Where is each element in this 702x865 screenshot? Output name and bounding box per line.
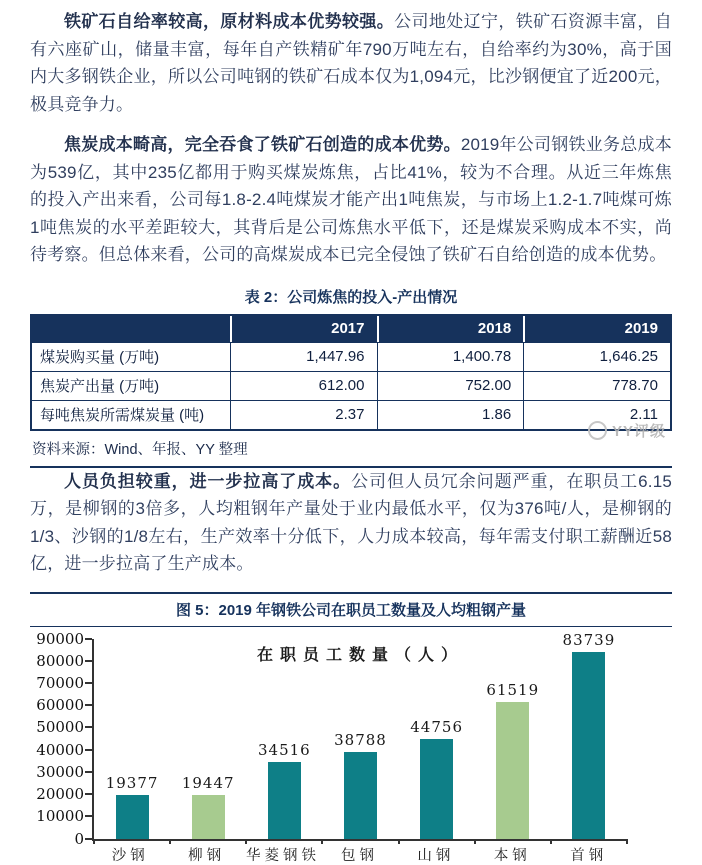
table-header-year-2018: 2018 [377,316,524,342]
cell-coke-output-2018: 752.00 [377,371,524,400]
chart-bar [496,702,529,839]
table-header-row [32,316,670,342]
paragraph-staff-burden-lead: 人员负担较重，进一步拉高了成本。 [64,471,352,491]
y-tick-mark [85,838,92,840]
paragraph-coke-cost-lead: 焦炭成本畸高，完全吞食了铁矿石创造的成本优势。 [64,135,461,154]
chart-bar-slot [322,731,398,838]
y-tick-label: 90000 [36,629,84,648]
bar-value-label: 61519 [486,680,540,699]
paragraph-coke-cost-text: 2019年公司钢铁业务总成本为539亿，其中235亿都用于购买煤炭炼焦，占比41%，较为不合理。从近三年炼焦的投入产出来看，公司每1.8-2.4吨煤炭才能产出1吨焦炭，与市场上1.2-1.7吨煤可炼1吨焦炭的水平差距较大，其背后是公司炼焦水平低下，还是煤炭采购成本不实，尚待考察。但总体来看，公司的高煤炭成本已完全侵蚀了铁矿石自给创造的成本优势。 [30,135,672,264]
chart-bar [420,739,453,838]
y-tick-mark [85,771,92,773]
y-tick-label: 20000 [36,785,84,804]
chart-bar-slot [246,741,322,839]
table-row [32,342,670,371]
y-tick-label: 70000 [36,673,84,692]
chart-bar-slot [170,774,246,838]
bar-value-label: 34516 [257,740,311,759]
chart-x-axis-labels [92,844,627,865]
table-header-year-2019: 2019 [523,316,670,342]
figure5-title: 图 5：2019 年钢铁公司在职员工数量及人均粗钢产量 [175,601,527,619]
y-tick-mark [85,660,92,662]
chart-bar [572,652,605,838]
chart-bar-slot [399,718,475,838]
employee-bar-chart [30,627,672,864]
cell-coal-purchase-2019: 1,646.25 [523,342,670,371]
y-tick-mark [85,749,92,751]
x-axis-category-label: 沙钢 [111,847,149,864]
y-tick-label: 80000 [36,651,84,670]
bar-value-label: 44756 [410,718,463,737]
y-tick-mark [85,704,92,706]
row-label-coal-purchase: 煤炭购买量 (万吨) [32,342,230,371]
y-tick-mark [85,726,92,728]
chart-bar-slot [475,681,551,839]
paragraph-staff-burden-text: 公司但人员冗余问题严重，在职员工6.15万，是柳钢的3倍多，人均粗钢年产量处于业内最低水平，仅为376吨/人，是柳钢的1/3、沙钢的1/8左右，生产效率十分低下，人力成本较高，每年需支付职工薪酬近58亿，进一步拉高了生产成本。 [30,471,673,573]
chart-bar [192,795,225,838]
y-tick-label: 30000 [36,762,84,781]
table-header-blank-cell [32,316,230,342]
table-source-row [30,422,672,468]
y-tick-mark [85,793,92,795]
y-tick-mark [85,682,92,684]
chart-bar-slot [94,774,170,838]
chart-bar-slot [551,631,627,838]
paragraph-iron-ore-text: 公司地处辽宁，铁矿石资源丰富，自有六座矿山，储量丰富，每年自产铁精矿年790万吨左右，自给率约为30%，高于国内大多钢铁企业，所以公司吨钢的铁矿石成本仅为1,094元，比沙钢便宜了近200元，极具竞争力。 [30,12,672,114]
yy-logo-icon [588,421,607,440]
cell-coal-purchase-2017: 1,447.96 [230,342,377,371]
x-axis-category-label: 本钢 [493,847,531,864]
row-label-coke-output: 焦炭产出量 (万吨) [32,371,230,400]
chart-y-axis [30,629,84,848]
cell-coke-output-2017: 612.00 [230,371,377,400]
x-axis-category-label: 首钢 [570,847,608,864]
y-tick-label: 60000 [36,696,84,715]
paragraph-iron-ore-lead: 铁矿石自给率较高，原材料成本优势较强。 [64,12,395,31]
x-axis-category-label: 包钢 [340,847,378,864]
paragraph-iron-ore [30,8,672,118]
coking-input-output-table [30,314,672,431]
y-tick-label: 50000 [36,718,84,737]
table-header-year-2017: 2017 [230,316,377,342]
cell-coal-per-ton-2018: 1.86 [377,400,524,429]
bar-value-label: 38788 [334,731,387,750]
table2-block [30,286,672,468]
row-label-coal-per-ton-coke: 每吨焦炭所需煤炭量 (吨) [32,400,230,429]
chart-bar [268,762,301,839]
cell-coal-per-ton-2017: 2.37 [230,400,377,429]
chart-plot-area [92,631,627,841]
cell-coal-per-ton-2019: 2.11 [523,400,670,429]
cell-coke-output-2019: 778.70 [523,371,670,400]
yy-rating-watermark [588,420,666,441]
table2-title: 表 2：公司炼焦的投入-产出情况 [244,288,458,306]
figure5-block [30,592,672,864]
y-tick-mark [85,638,92,640]
table-row [32,400,670,429]
yy-watermark-text: YY评级 [611,422,666,440]
table-row [32,371,670,400]
table-source-text: 资料来源：Wind、年报、YY 整理 [32,441,248,458]
bar-value-label: 19377 [105,774,159,793]
x-axis-category-label: 山钢 [417,847,455,864]
chart-title: 在职员工数量（人） [256,644,464,664]
y-tick-label: 10000 [36,807,84,826]
chart-bars [94,631,627,839]
chart-bar [344,752,377,838]
paragraph-coke-cost [30,131,672,269]
bar-value-label: 19447 [181,774,235,793]
cell-coal-purchase-2018: 1,400.78 [377,342,524,371]
bar-value-label: 83739 [562,631,616,650]
y-tick-label: 0 [74,829,84,848]
y-tick-mark [85,815,92,817]
paragraph-staff-burden [30,468,672,578]
y-tick-label: 40000 [36,740,84,759]
x-axis-category-label: 华菱钢铁 [246,847,321,864]
x-axis-category-label: 柳钢 [188,847,226,864]
chart-bar [116,795,149,838]
